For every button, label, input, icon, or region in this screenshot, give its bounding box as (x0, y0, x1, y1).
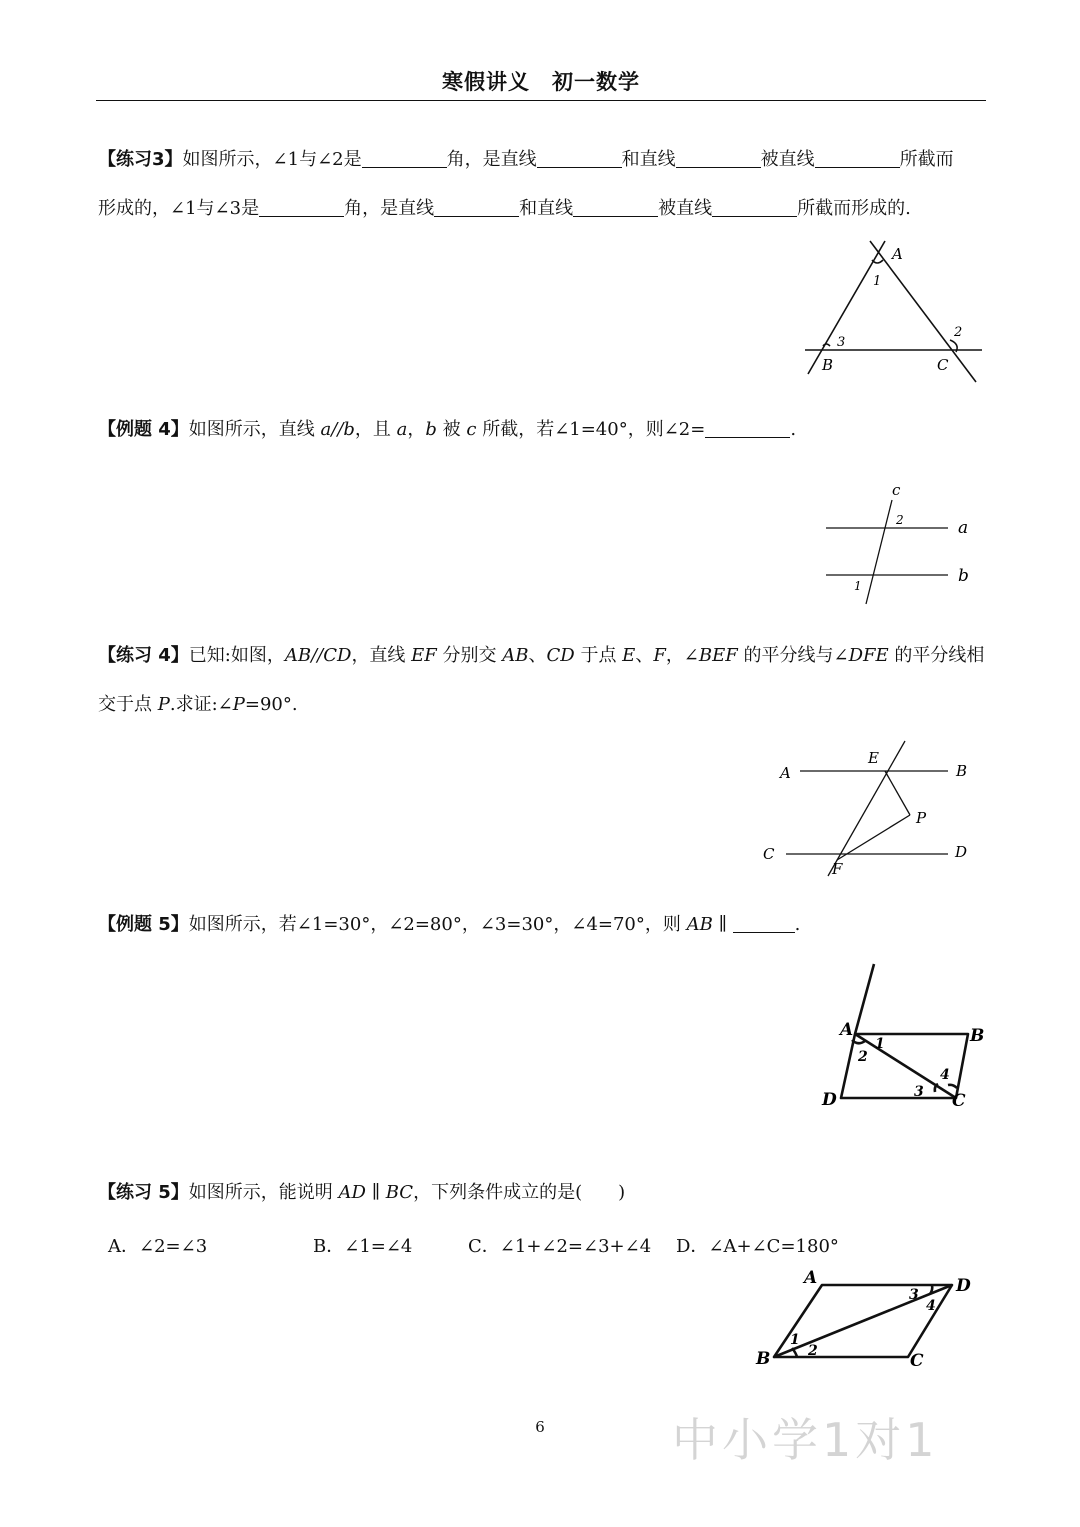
eg4-text: ，且 (354, 419, 397, 440)
eg4-text: 被 (436, 419, 467, 440)
eg5-quadrilateral-figure (818, 960, 988, 1110)
label-c: c (892, 481, 901, 499)
eg5-text: 如图所示，若∠1=30°，∠2=80°，∠3=30°，∠4=70°，则 (188, 914, 687, 935)
eg5-line (98, 913, 800, 937)
angle-label-3: 3 (914, 1084, 924, 1100)
ex5-text: 如图所示，能说明 (188, 1182, 339, 1203)
eg5-text: ∥ (712, 914, 733, 935)
angle-label-2: 2 (954, 325, 963, 340)
eg5-math: AB (686, 914, 713, 935)
ex4-math: CD (546, 645, 575, 666)
answer-blank[interactable] (573, 198, 658, 217)
eg4-math: c (466, 419, 477, 440)
eg4-text: ， (407, 419, 426, 440)
ex3-text: 形成的，∠1与∠3是 (98, 198, 260, 219)
label-P: P (916, 809, 927, 827)
answer-blank[interactable] (733, 914, 795, 933)
ex5-tag: 【练习 5】 (98, 1182, 189, 1203)
angle-label-2: 2 (808, 1343, 818, 1359)
ex4-text: 分别交 (436, 645, 503, 666)
ex3-tag: 【练习3】 (98, 149, 183, 170)
ex5-math: AD (338, 1182, 366, 1203)
answer-blank[interactable] (259, 198, 344, 217)
ex4-text: .求证:∠ (169, 694, 233, 715)
eg5-tag: 【例题 5】 (98, 914, 189, 935)
ex3-line-2 (98, 197, 911, 221)
ex5-line (98, 1181, 625, 1205)
option-label: B． (313, 1236, 345, 1257)
ex3-line-1 (98, 148, 954, 172)
label-A: A (840, 1020, 854, 1040)
label-D: D (822, 1090, 837, 1110)
option-label: C． (468, 1236, 500, 1257)
ex4-text: ，∠ (665, 645, 699, 666)
answer-blank[interactable] (434, 198, 519, 217)
ex4-text: 的平分线与∠ (737, 645, 849, 666)
answer-blank[interactable] (537, 149, 622, 168)
watermark: 中小学1对1 (672, 1413, 939, 1467)
option-c[interactable] (468, 1232, 651, 1258)
answer-blank[interactable] (362, 149, 447, 168)
header-rule (96, 100, 986, 101)
label-A: A (892, 245, 903, 263)
eg4-math: a//b (320, 419, 355, 440)
angle-label-1: 1 (790, 1332, 800, 1348)
ex4-math: EF (411, 645, 437, 666)
option-text: ∠A+∠C=180° (708, 1236, 839, 1257)
option-b[interactable] (313, 1232, 412, 1258)
answer-blank[interactable] (705, 419, 790, 438)
ex3-text: 所截而形成的. (797, 198, 911, 219)
ex4-bisector-figure (760, 738, 980, 880)
ex4-text: 交于点 (98, 694, 158, 715)
angle-label-1: 1 (873, 274, 882, 289)
ex3-text: 角，是直线 (344, 198, 435, 219)
eg4-text: 如图所示，直线 (188, 419, 321, 440)
ex5-parallelogram-figure (752, 1264, 982, 1374)
ex4-text: 、 (528, 645, 547, 666)
answer-blank[interactable] (712, 198, 797, 217)
ex3-text: 和直线 (621, 149, 676, 170)
label-C: C (910, 1351, 924, 1371)
ex4-math: BEF (698, 645, 738, 666)
label-A: A (804, 1268, 818, 1288)
option-text: ∠1+∠2=∠3+∠4 (499, 1236, 652, 1257)
ex5-text: ∥ (365, 1182, 386, 1203)
option-d[interactable] (676, 1232, 839, 1258)
answer-blank[interactable] (815, 149, 900, 168)
ex4-text: =90°. (244, 694, 298, 715)
ex4-math: DFE (848, 645, 889, 666)
angle-label-4: 4 (940, 1067, 950, 1083)
ex4-text: 已知:如图， (188, 645, 285, 666)
label-C: C (937, 356, 949, 374)
label-a: a (958, 518, 969, 538)
angle-label-3: 3 (837, 335, 846, 350)
label-D: D (956, 1276, 971, 1296)
ex4-math: E (622, 645, 636, 666)
ex4-math: P (232, 694, 245, 715)
label-B: B (970, 1026, 985, 1046)
option-label: A． (108, 1236, 139, 1257)
ex4-math: P (157, 694, 170, 715)
ex5-text: ，下列条件成立的是( ) (413, 1182, 626, 1203)
label-F: F (832, 860, 843, 878)
eg4-tag: 【例题 4】 (98, 419, 189, 440)
ex4-math: AB (502, 645, 529, 666)
ex4-text: 、 (635, 645, 654, 666)
answer-blank[interactable] (676, 149, 761, 168)
angle-label-1: 1 (875, 1036, 885, 1052)
eg4-math: b (425, 419, 437, 440)
ex4-tag: 【练习 4】 (98, 645, 189, 666)
label-B: B (756, 1349, 771, 1369)
label-B: B (956, 762, 968, 780)
eg4-line (98, 418, 796, 442)
eg4-parallel-lines-figure (820, 480, 980, 610)
option-a[interactable] (108, 1232, 207, 1258)
label-C: C (952, 1091, 966, 1111)
angle-label-3: 3 (909, 1287, 919, 1303)
ex4-text: 的平分线相 (888, 645, 985, 666)
angle-label-4: 4 (926, 1298, 936, 1314)
ex5-math: BC (385, 1182, 414, 1203)
ex3-text: 被直线 (760, 149, 815, 170)
label-E: E (868, 749, 879, 767)
label-b: b (958, 566, 969, 586)
angle-label-2: 2 (896, 513, 904, 527)
angle-label-1: 1 (854, 579, 862, 593)
option-label: D． (676, 1236, 709, 1257)
eg4-text: 所截，若∠1=40°，则∠2= (476, 419, 706, 440)
label-A: A (780, 764, 791, 782)
label-C: C (763, 845, 775, 863)
ex4-line-2 (98, 693, 298, 717)
ex4-line-1 (98, 644, 984, 668)
label-B: B (822, 356, 834, 374)
page-header-title: 寒假讲义 初一数学 (442, 70, 640, 94)
ex3-triangle-figure (800, 236, 990, 386)
eg4-math: a (396, 419, 408, 440)
ex4-text: 于点 (574, 645, 623, 666)
angle-label-2: 2 (858, 1049, 868, 1065)
ex4-text: ，直线 (351, 645, 412, 666)
ex3-text: 被直线 (658, 198, 713, 219)
label-D: D (955, 843, 968, 861)
ex4-math: AB//CD (284, 645, 352, 666)
option-text: ∠2=∠3 (139, 1236, 208, 1257)
ex3-text: 角，是直线 (446, 149, 537, 170)
ex4-math: F (653, 645, 666, 666)
option-text: ∠1=∠4 (344, 1236, 413, 1257)
ex3-text: 如图所示，∠1与∠2是 (182, 149, 362, 170)
ex3-text: 所截而 (899, 149, 954, 170)
page-number: 6 (535, 1418, 545, 1436)
eg5-text: . (794, 914, 801, 935)
eg4-text: . (790, 419, 797, 440)
ex3-text: 和直线 (519, 198, 574, 219)
